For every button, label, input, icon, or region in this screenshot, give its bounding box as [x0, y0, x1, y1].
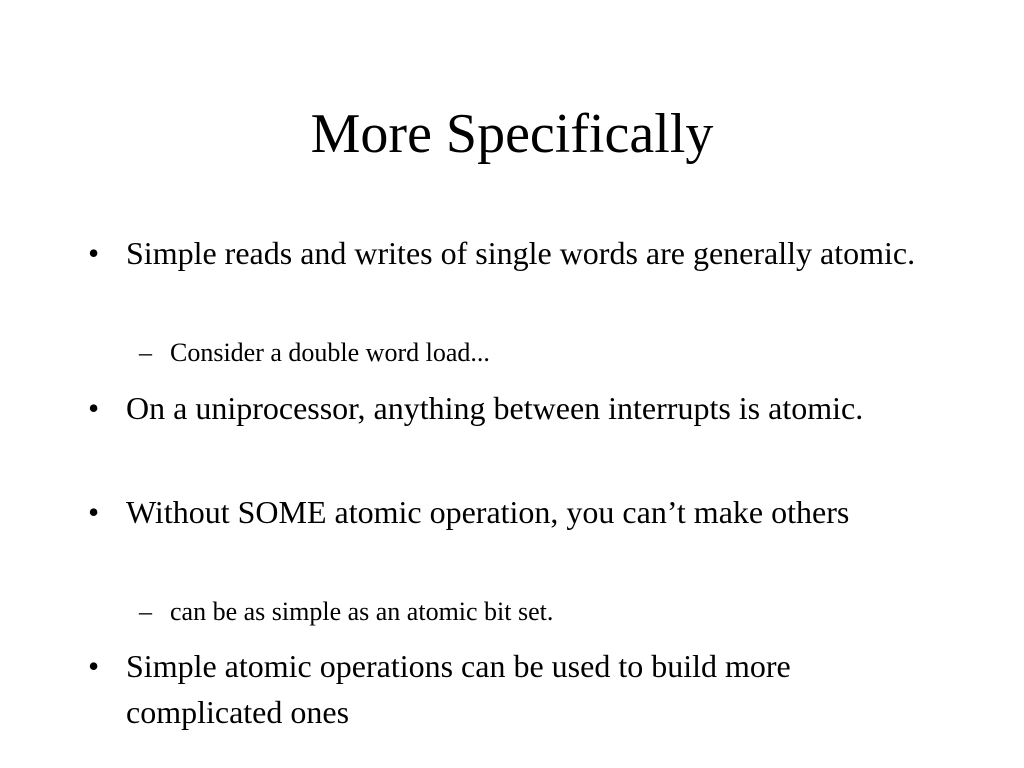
bullet-text: Without SOME atomic operation, you can’t make others	[126, 494, 850, 530]
bullet-item	[88, 643, 936, 735]
bullet-text: Simple atomic operations can be used to build more complicated ones	[126, 648, 791, 730]
bullet-item	[88, 385, 936, 431]
sub-bullet-text: can be as simple as an atomic bit set.	[170, 597, 554, 626]
sub-bullet-text: Consider a double word load...	[170, 338, 490, 367]
sub-bullet-marker: –	[139, 338, 152, 367]
bullet-marker: •	[88, 494, 100, 530]
bullet-marker: •	[88, 648, 100, 684]
bullet-item	[88, 230, 936, 276]
bullet-text: On a uniprocessor, anything between interrupts is atomic.	[126, 390, 864, 426]
sub-bullet-marker: –	[139, 597, 152, 626]
sub-bullet-item	[139, 595, 930, 629]
bullet-text: Simple reads and writes of single words are generally atomic.	[126, 235, 916, 271]
bullet-item	[88, 489, 936, 535]
bullet-marker: •	[88, 390, 100, 426]
slide-title: More Specifically	[310, 103, 714, 165]
bullet-marker: •	[88, 235, 100, 271]
sub-bullet-item	[139, 336, 930, 370]
